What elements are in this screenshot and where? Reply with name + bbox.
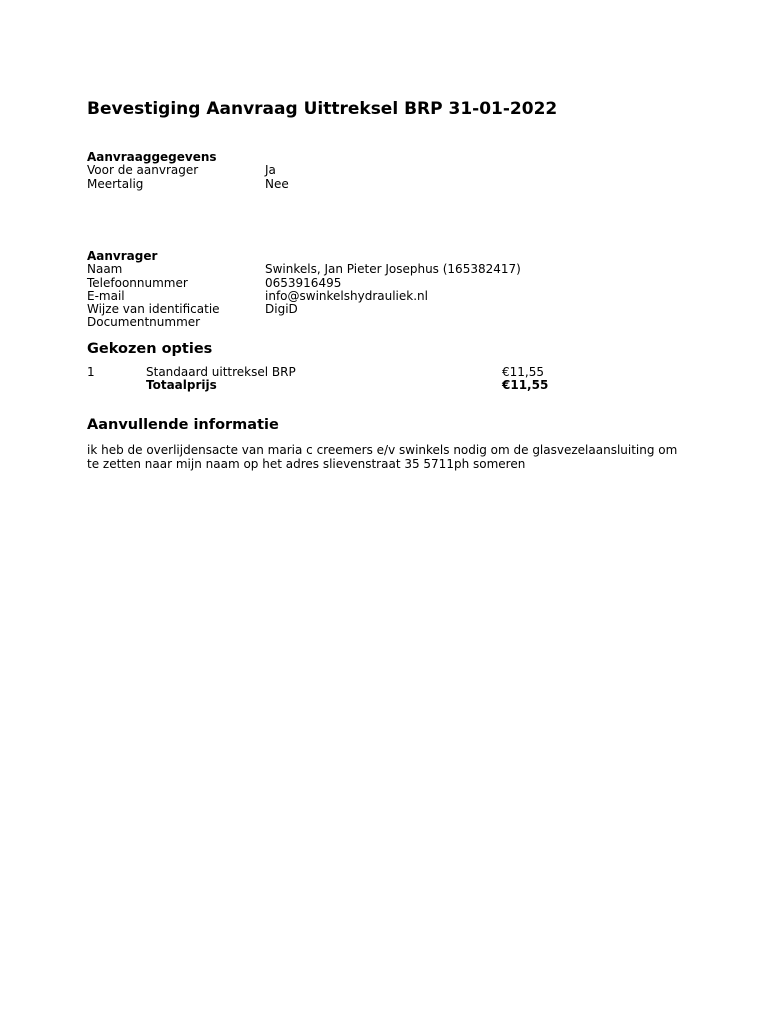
aanvraaggegevens-section <box>87 151 687 191</box>
detail-value: Swinkels, Jan Pieter Josephus (165382417) <box>265 262 521 277</box>
document-title: Bevestiging Aanvraag Uittreksel BRP 31-01-2022 <box>87 99 558 119</box>
aanvullende-informatie-text: ik heb de overlijdensacte van maria c creemers e/v swinkels nodig om de glasvezelaansluiting om te zetten naar mijn naam op het adres slievenstraat 35 5711ph someren <box>87 443 678 471</box>
detail-value: info@swinkelshydrauliek.nl <box>265 288 428 303</box>
detail-value: Ja <box>265 163 276 178</box>
detail-label: Meertalig <box>87 176 144 191</box>
detail-row-naam <box>87 263 687 276</box>
gekozen-opties-heading: Gekozen opties <box>87 341 213 357</box>
detail-row-telefoonnummer <box>87 277 687 290</box>
option-row <box>87 366 587 379</box>
detail-label: Wijze van identificatie <box>87 302 220 317</box>
detail-row-documentnummer <box>87 316 687 329</box>
detail-row-email <box>87 290 687 303</box>
aanvrager-heading: Aanvrager <box>87 249 158 263</box>
total-row <box>87 379 587 392</box>
option-quantity: 1 <box>87 365 95 379</box>
detail-row-voor-de-aanvrager <box>87 164 687 177</box>
option-description: Standaard uittreksel BRP <box>146 365 296 379</box>
total-label: Totaalprijs <box>146 378 217 393</box>
aanvullende-informatie-heading: Aanvullende informatie <box>87 417 279 433</box>
aanvraaggegevens-heading: Aanvraaggegevens <box>87 150 217 164</box>
detail-label: Telefoonnummer <box>87 275 188 290</box>
options-table <box>87 366 587 393</box>
detail-value: DigiD <box>265 302 298 317</box>
detail-row-wijze-van-identificatie <box>87 303 687 316</box>
detail-row-meertalig <box>87 178 687 191</box>
detail-value <box>265 316 687 329</box>
total-price: €11,55 <box>502 378 549 393</box>
aanvrager-section <box>87 250 687 330</box>
detail-label: E-mail <box>87 288 125 303</box>
detail-value: Nee <box>265 176 289 191</box>
detail-label: Voor de aanvrager <box>87 163 199 178</box>
detail-label: Documentnummer <box>87 315 201 330</box>
detail-label: Naam <box>87 262 123 277</box>
option-price: €11,55 <box>502 365 544 379</box>
detail-value: 0653916495 <box>265 275 342 290</box>
